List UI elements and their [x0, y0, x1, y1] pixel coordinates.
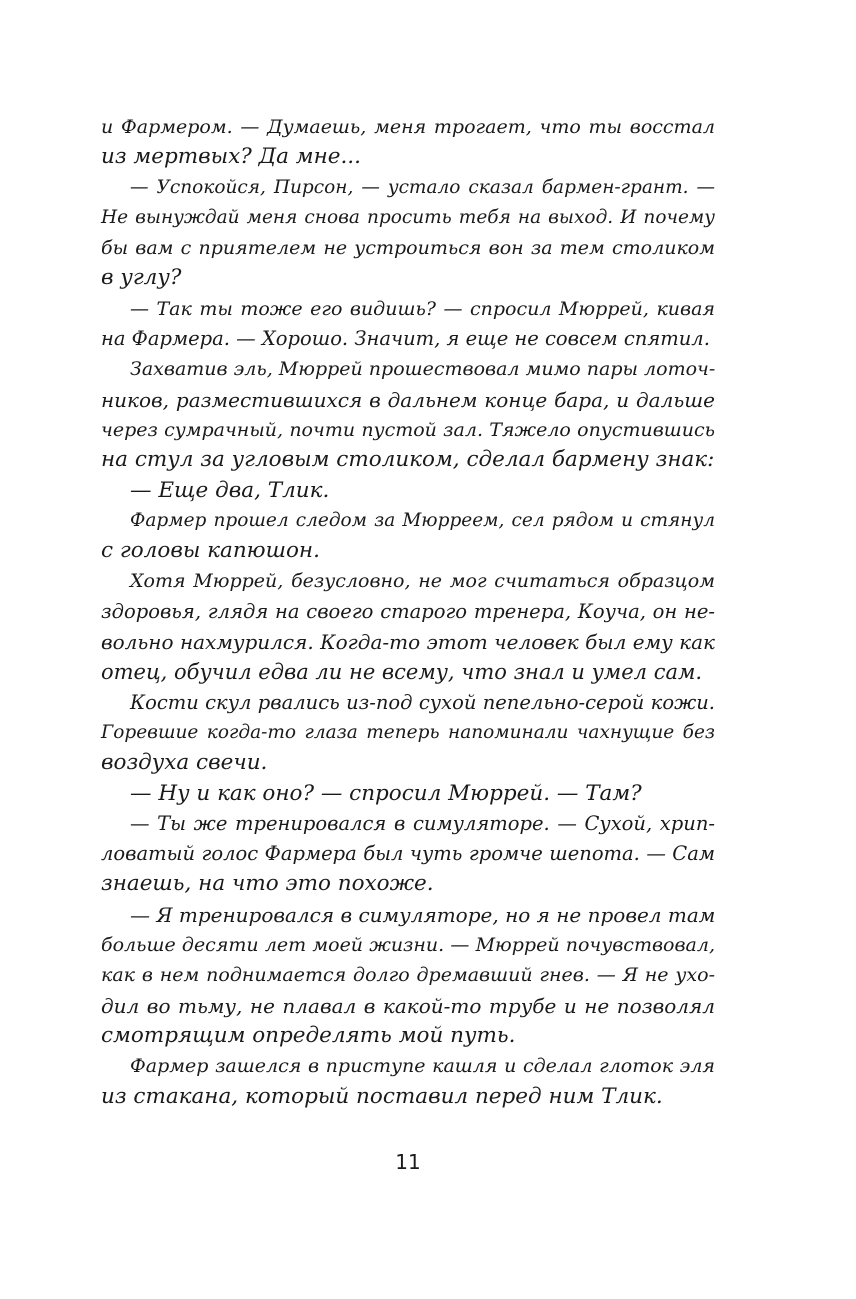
- text-line: — Я тренировался в симуляторе, но я не провел там: [130, 902, 716, 927]
- text-line: как в нем поднимается долго дремавший гнев. — Я не ухо-: [101, 964, 715, 987]
- text-line: здоровья, глядя на своего старого тренера, Коуча, он не-: [101, 599, 715, 623]
- text-line: Фармер прошел следом за Мюрреем, сел рядом и стянул: [130, 509, 715, 531]
- text-line: на стул за угловым столиком, сделал бармену знак:: [101, 447, 715, 473]
- text-line: отец, обучил едва ли не всему, что знал и умел сам.: [101, 660, 703, 685]
- text-line: ловатый голос Фармера был чуть громче шепота. — Сам: [101, 842, 715, 866]
- text-line: бы вам с приятелем не устроиться вон за тем столиком: [101, 237, 715, 260]
- body-text: [101, 112, 715, 1112]
- text-line: больше десяти лет моей жизни. — Мюррей почувствовал,: [101, 934, 715, 957]
- text-line: Фармер зашелся в приступе кашля и сделал глоток эля: [130, 1055, 715, 1078]
- text-line: из стакана, который поставил перед ним Тлик.: [101, 1083, 663, 1109]
- text-line: — Еще два, Тлик.: [130, 477, 330, 503]
- text-line: дил во тьму, не плавал в какой-то трубе и не позволял: [101, 993, 715, 1018]
- text-line: из мертвых? Да мне...: [101, 144, 361, 170]
- text-line: знаешь, на что это похоже.: [101, 871, 434, 897]
- text-line: Кости скул рвались из-под сухой пепельно-серой кожи.: [130, 690, 715, 714]
- page-number: 11: [395, 1150, 421, 1174]
- text-line: воздуха свечи.: [101, 750, 268, 776]
- text-line: ников, разместившихся в дальнем конце бара, и дальше: [101, 387, 715, 412]
- text-line: смотрящим определять мой путь.: [101, 1022, 516, 1048]
- text-line: — Ты же тренировался в симуляторе. — Сухой, хрип-: [130, 811, 715, 835]
- text-line: с головы капюшон.: [101, 538, 320, 564]
- text-line: на Фармера. — Хорошо. Значит, я еще не совсем спятил.: [101, 327, 710, 351]
- text-line: Захватив эль, Мюррей прошествовал мимо пары лоточ-: [130, 358, 716, 381]
- text-line: Горевшие когда-то глаза теперь напоминали чахнущие без: [101, 721, 715, 743]
- text-line: — Успокойся, Пирсон, — устало сказал бармен-грант. —: [130, 176, 715, 198]
- text-line: Хотя Мюррей, безусловно, не мог считаться образцом: [130, 570, 715, 593]
- text-line: и Фармером. — Думаешь, меня трогает, что ты восстал: [101, 116, 715, 138]
- text-line: — Ну и как оно? — спросил Мюррей. — Там?: [130, 780, 642, 806]
- text-line: в углу?: [101, 265, 182, 291]
- text-line: — Так ты тоже его видишь? — спросил Мюррей, кивая: [130, 297, 715, 320]
- text-line: через сумрачный, почти пустой зал. Тяжело опустившись: [101, 418, 715, 441]
- text-line: Не вынуждай меня снова просить тебя на выход. И почему: [101, 206, 715, 228]
- text-line: вольно нахмурился. Когда-то этот человек был ему как: [101, 630, 715, 655]
